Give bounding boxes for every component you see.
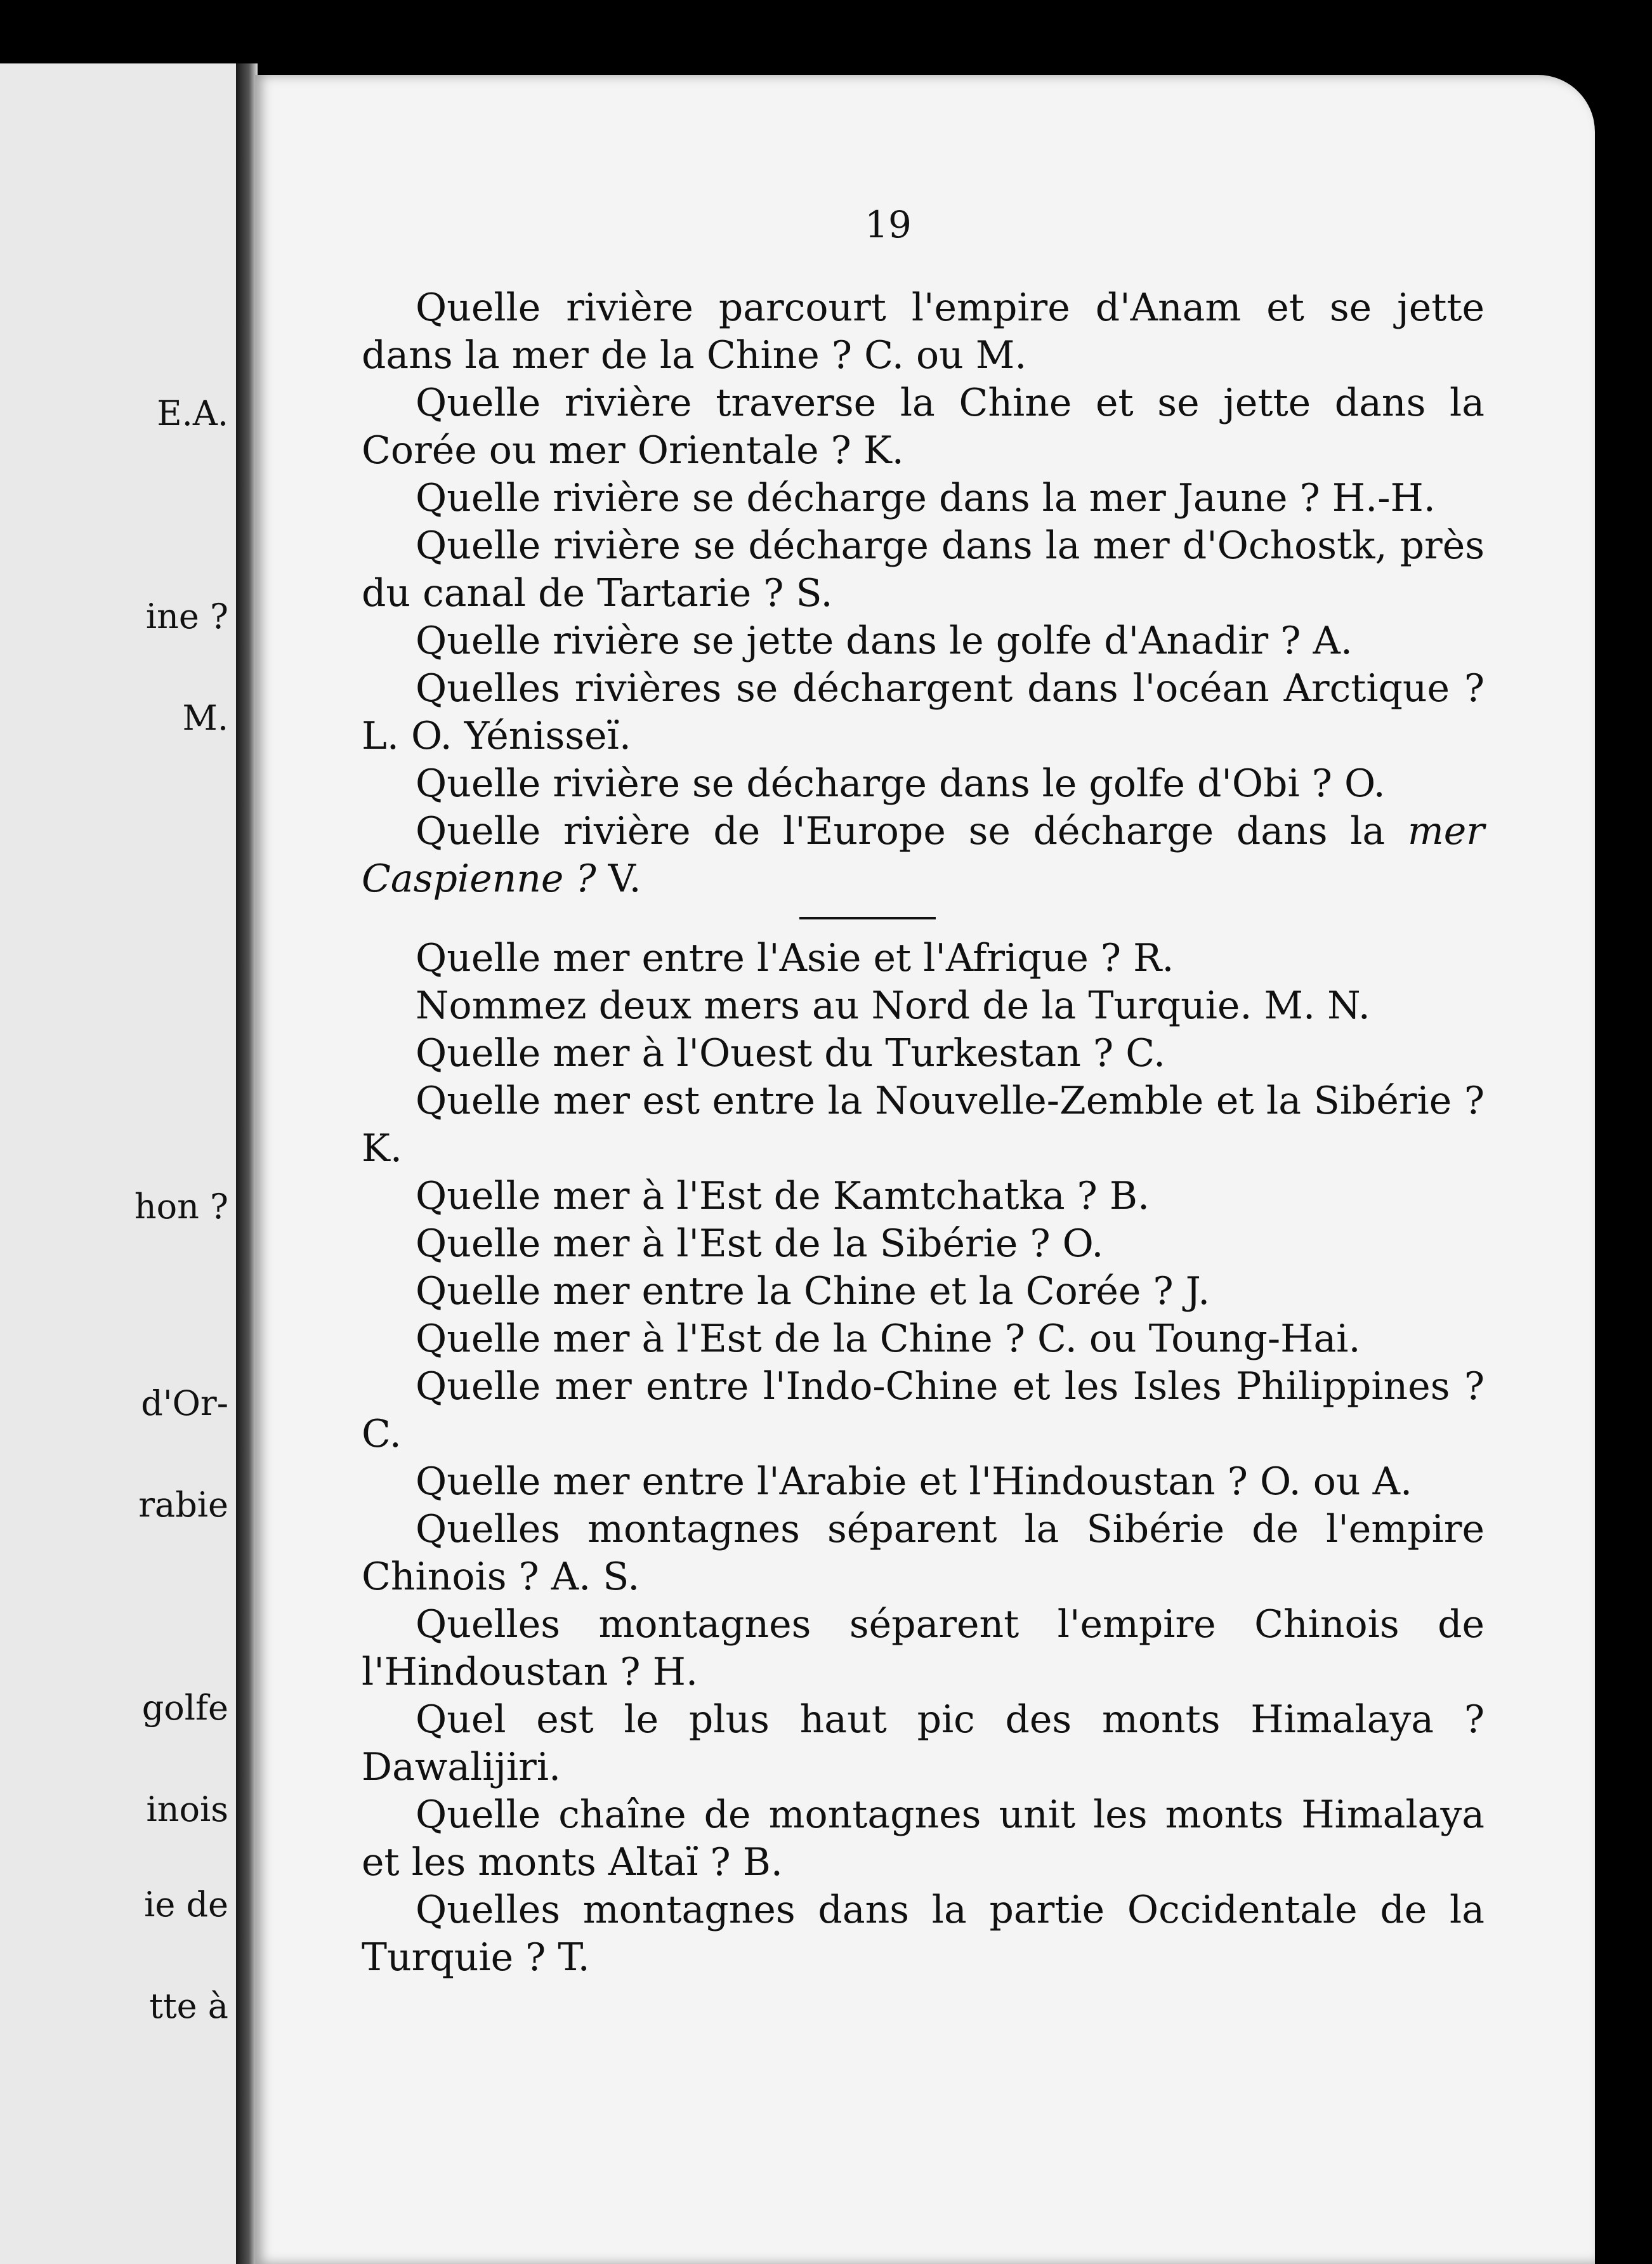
question-entry: Quelles rivières se déchargent dans l'océan Arctique ? L. O. Yénisseï. — [362, 666, 1485, 758]
question-entry: Quelles montagnes séparent la Sibérie de l'empire Chinois ? A. S. — [362, 1507, 1485, 1599]
left-page-fragment: rabie — [138, 1485, 228, 1525]
left-page-fragment: ie de — [144, 1885, 228, 1925]
question-entry: Quelle mer à l'Est de Kamtchatka ? B. — [416, 1174, 1150, 1218]
left-page-fragment: d'Or- — [141, 1383, 228, 1423]
question-entry: Quelle rivière se décharge dans la mer d'Ochostk, près du canal de Tartarie ? S. — [362, 523, 1485, 615]
question-entry: Quelle rivière traverse la Chine et se jette dans la Corée ou mer Orientale ? K. — [362, 381, 1485, 473]
left-facing-page — [0, 63, 240, 2264]
question-entry: Quelle rivière se décharge dans le golfe d'Obi ? O. — [416, 761, 1386, 806]
left-page-fragment: ine ? — [145, 596, 228, 636]
section-divider — [799, 917, 936, 919]
left-page-fragment: E.A. — [157, 393, 228, 433]
caspian-answer: V. — [596, 857, 641, 901]
question-entry: Quelle mer entre l'Indo-Chine et les Isles Philippines ? C. — [362, 1364, 1485, 1456]
question-entry: Quel est le plus haut pic des monts Himalaya ? Dawalijiri. — [362, 1697, 1485, 1789]
question-entry: Quelle mer entre la Chine et la Corée ? J. — [416, 1269, 1210, 1313]
caspian-text: Quelle rivière de l'Europe se décharge dans la — [416, 809, 1408, 853]
question-entry: Quelle rivière se jette dans le golfe d'Anadir ? A. — [416, 619, 1353, 663]
question-entry: Quelle rivière se décharge dans la mer Jaune ? H.-H. — [416, 476, 1436, 520]
question-entry: Quelle mer à l'Ouest du Turkestan ? C. — [416, 1031, 1166, 1076]
left-page-fragment: tte à — [149, 1986, 228, 2026]
seas-mountains-section — [362, 935, 1485, 1982]
left-page-fragment: M. — [182, 698, 228, 738]
question-entry: Quelle mer entre l'Arabie et l'Hindoustan ? O. ou A. — [416, 1459, 1413, 1504]
question-entry: Quelle rivière parcourt l'empire d'Anam et se jette dans la mer de la Chine ? C. ou M. — [362, 286, 1485, 378]
rivers-section — [362, 284, 1485, 903]
caspian-italic: mer Caspienne ? — [362, 809, 1485, 901]
question-entry-caspian — [362, 808, 1485, 903]
page-number: 19 — [865, 203, 912, 246]
book-gutter — [236, 63, 258, 2264]
left-page-fragment: golfe — [141, 1688, 228, 1728]
left-page-fragment: hon ? — [134, 1187, 228, 1227]
question-entry: Quelle mer à l'Est de la Sibérie ? O. — [416, 1221, 1104, 1266]
question-entry: Quelle chaîne de montagnes unit les monts Himalaya et les monts Altaï ? B. — [362, 1793, 1485, 1885]
left-page-fragment: inois — [146, 1789, 228, 1829]
question-entry: Quelle mer est entre la Nouvelle-Zemble et la Sibérie ? K. — [362, 1079, 1485, 1171]
question-entry: Quelle mer à l'Est de la Chine ? C. ou Toung-Hai. — [416, 1317, 1361, 1361]
question-entry: Quelle mer entre l'Asie et l'Afrique ? R. — [416, 936, 1174, 980]
page-content — [362, 284, 1485, 1982]
question-entry: Nommez deux mers au Nord de la Turquie. M. N. — [416, 984, 1370, 1028]
question-entry: Quelles montagnes dans la partie Occidentale de la Turquie ? T. — [362, 1888, 1485, 1980]
question-entry: Quelles montagnes séparent l'empire Chinois de l'Hindoustan ? H. — [362, 1602, 1485, 1694]
